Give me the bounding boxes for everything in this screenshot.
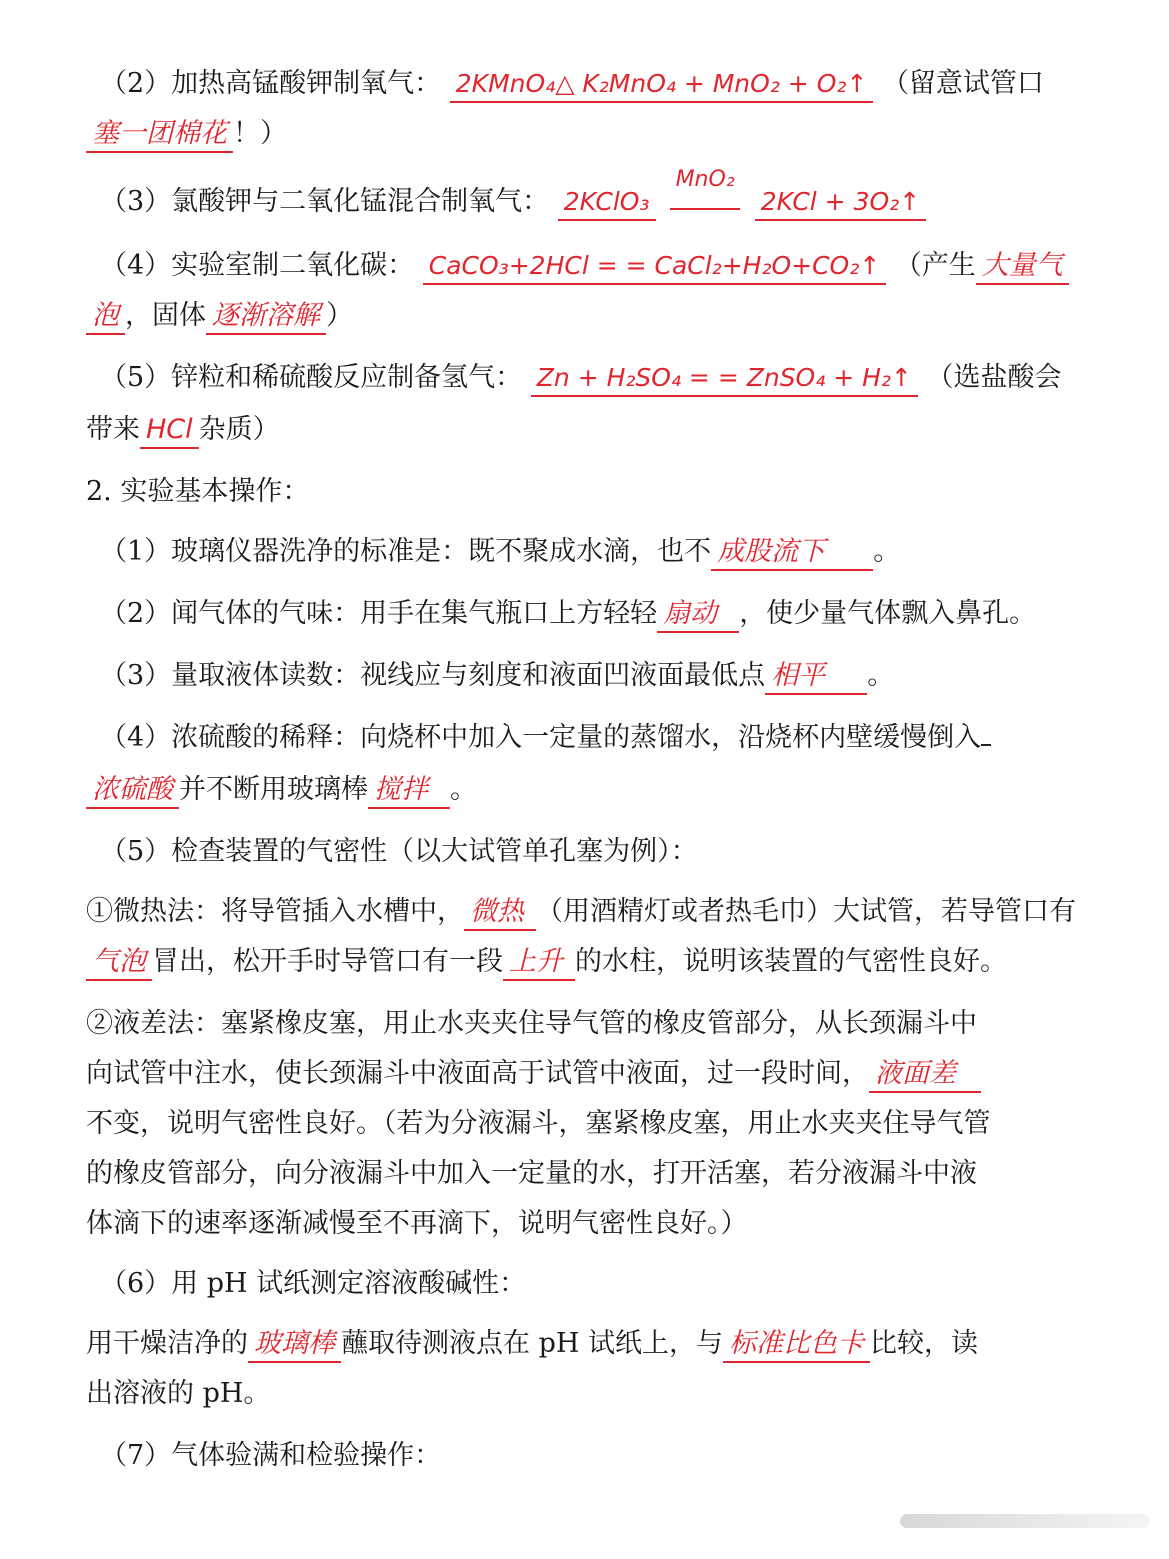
printed-text: 带来 [86, 414, 140, 445]
printed-text: （2）加热高锰酸钾制氧气： [100, 68, 442, 99]
printed-text: 出溶液的 pH。 [86, 1378, 271, 1409]
scroll-indicator[interactable] [900, 1514, 1150, 1528]
line-airtight-check [100, 832, 1100, 872]
handwritten-answer: 成股流下 [711, 535, 873, 571]
section-title: 2. 实验基本操作： [86, 476, 310, 507]
handwritten-answer: 泡 [86, 299, 125, 335]
line-hydrogen [100, 358, 1100, 398]
printed-text: 的橡皮管部分，向分液漏斗中加入一定量的水，打开活塞，若分液漏斗中液 [86, 1158, 977, 1189]
printed-text: （留意试管口 [881, 68, 1044, 99]
printed-text: （6）用 pH 试纸测定溶液酸碱性： [100, 1268, 527, 1299]
printed-text: 的水柱，说明该装置的气密性良好。 [575, 946, 1007, 977]
printed-text: ，使少量气体飘入鼻孔。 [739, 598, 1037, 629]
line-carbon-dioxide [100, 246, 1100, 286]
handwritten-answer: 上升 [503, 945, 575, 981]
line-read-liquid [100, 656, 1100, 696]
line-level-diff-2 [86, 1054, 1086, 1094]
handwritten-answer: 2KMnO₄△ K₂MnO₄ + MnO₂ + O₂↑ [450, 67, 874, 103]
line-potassium-permanganate [100, 64, 1100, 104]
catalyst-label: MnO₂ [675, 167, 735, 192]
line-level-diff-5 [86, 1204, 1086, 1244]
printed-text: （用酒精灯或者热毛巾）大试管，若导管口有 [536, 896, 1076, 927]
handwritten-answer: 大量气 [976, 249, 1069, 285]
printed-text: 用干燥洁净的 [86, 1328, 248, 1359]
printed-text: ②液差法：塞紧橡皮塞，用止水夹夹住导气管的橡皮管部分，从长颈漏斗中 [86, 1008, 977, 1039]
line-level-diff-3 [86, 1104, 1086, 1144]
handwritten-answer: HCl [140, 413, 199, 449]
printed-text: （3）氯酸钾与二氧化锰混合制氧气： [100, 186, 550, 217]
handwritten-answer: 塞一团棉花 [86, 117, 233, 153]
line-hcl-impurity [86, 410, 1086, 450]
printed-text: 。 [867, 660, 895, 691]
printed-text: （1）玻璃仪器洗净的标准是：既不聚成水滴，也不 [100, 536, 712, 567]
line-ph-method-cont [86, 1374, 1086, 1414]
printed-text: 体滴下的速率逐渐减慢至不再滴下，说明气密性良好。） [86, 1208, 748, 1239]
printed-text: （5）检查装置的气密性（以大试管单孔塞为例）： [100, 836, 698, 867]
line-level-diff [86, 1004, 1086, 1044]
handwritten-answer: 扇动 [657, 597, 739, 633]
line-micro-heat [86, 892, 1086, 932]
printed-text: 并不断用玻璃棒 [179, 774, 368, 805]
printed-text: （2）闻气体的气味：用手在集气瓶口上方轻轻 [100, 598, 658, 629]
line-ph-method [86, 1324, 1086, 1364]
handwritten-answer: 2KClO₃ [558, 185, 656, 221]
printed-text: 蘸取待测液点在 pH 试纸上，与 [341, 1328, 723, 1359]
line-micro-heat-cont [86, 942, 1086, 982]
printed-text: 。 [450, 774, 477, 805]
printed-text: 不变，说明气密性良好。（若为分液漏斗，塞紧橡皮塞，用止水夹夹住导气管 [86, 1108, 991, 1139]
handwritten-answer: 玻璃棒 [248, 1327, 341, 1363]
printed-text: 比较，读 [870, 1328, 978, 1359]
printed-text: （产生 [894, 250, 976, 281]
handwritten-answer: 相平 [765, 659, 867, 695]
line-glass-clean [100, 532, 1100, 572]
handwritten-answer: 2KCl + 3O₂↑ [755, 185, 926, 221]
printed-text: （7）气体验满和检验操作： [100, 1440, 442, 1471]
line-potassium-chlorate [100, 167, 1100, 222]
printed-text: ！） [233, 118, 287, 149]
printed-text: 向试管中注水，使长颈漏斗中液面高于试管中液面，过一段时间， [86, 1058, 869, 1089]
printed-text: （4）实验室制二氧化碳： [100, 250, 415, 281]
line-dilute-acid [100, 718, 1100, 758]
line-level-diff-4 [86, 1154, 1086, 1194]
printed-text: （4）浓硫酸的稀释：向烧杯中加入一定量的蒸馏水，沿烧杯内壁缓慢倒入 [100, 722, 982, 753]
line-gas-check [100, 1436, 1100, 1476]
reaction-condition [670, 167, 740, 222]
handwritten-answer: 标准比色卡 [723, 1327, 870, 1363]
printed-text: （5）锌粒和稀硫酸反应制备氢气： [100, 362, 523, 393]
printed-text: ①微热法：将导管插入水槽中， [86, 896, 464, 927]
printed-text: ） [326, 300, 353, 331]
printed-text: 冒出，松开手时导管口有一段 [152, 946, 503, 977]
line-cotton-note [86, 114, 1086, 154]
line-ph-test [100, 1264, 1100, 1304]
printed-text: 杂质） [198, 414, 280, 445]
handwritten-answer: 浓硫酸 [86, 773, 179, 809]
printed-text: ，固体 [125, 300, 206, 331]
printed-text: （选盐酸会 [926, 362, 1062, 393]
handwritten-answer: 搅拌 [368, 773, 450, 809]
line-dilute-acid-cont [86, 770, 1086, 810]
handwritten-answer: 气泡 [86, 945, 152, 981]
section-heading [86, 472, 1086, 512]
line-smell-gas [100, 594, 1100, 634]
handwritten-answer: 微热 [464, 895, 536, 931]
printed-text: （3）量取液体读数：视线应与刻度和液面凹液面最低点 [100, 660, 766, 691]
printed-text: 。 [873, 536, 901, 567]
handwritten-answer: Zn + H₂SO₄ = = ZnSO₄ + H₂↑ [531, 361, 918, 397]
handwritten-answer: 逐渐溶解 [206, 299, 326, 335]
handwritten-answer: 液面差 [869, 1057, 981, 1093]
line-co2-observation [86, 296, 1086, 336]
handwritten-answer: CaCO₃+2HCl = = CaCl₂+H₂O+CO₂↑ [423, 249, 886, 285]
